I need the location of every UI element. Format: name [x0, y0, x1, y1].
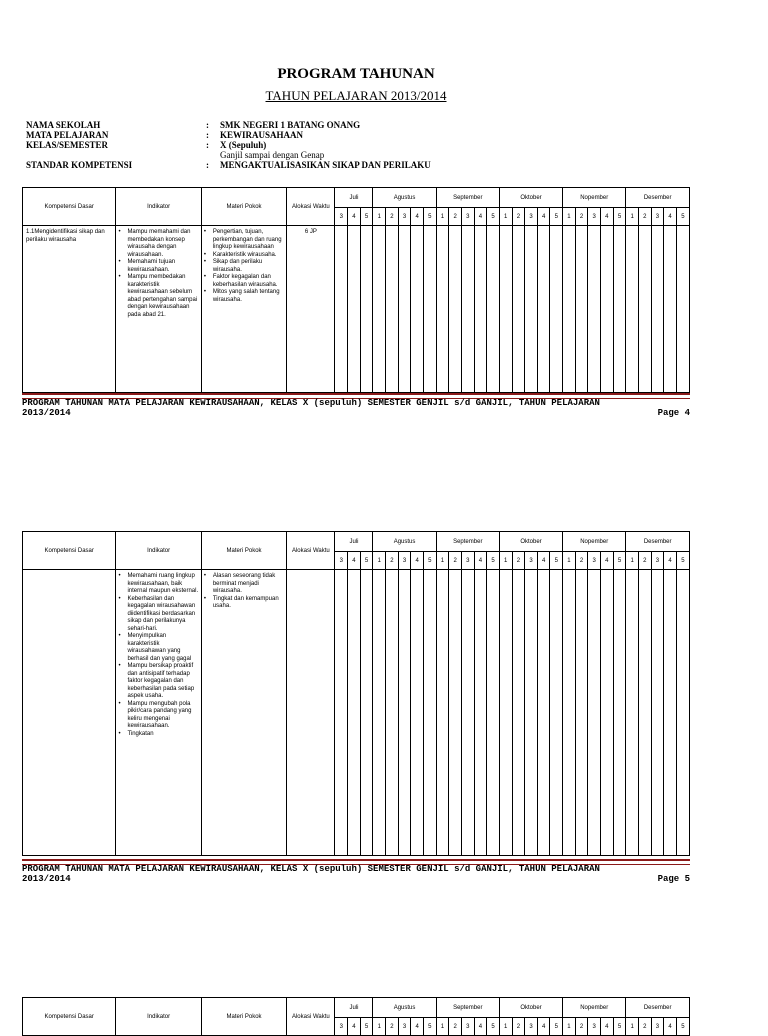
header-week: 4	[601, 208, 614, 226]
header-week: 5	[676, 1018, 689, 1036]
info-value: X (Sepuluh)	[220, 140, 267, 150]
header-week: 1	[563, 1018, 576, 1036]
header-week: 3	[398, 208, 411, 226]
schedule-cell	[512, 226, 525, 393]
header-week: 4	[411, 552, 424, 570]
header-week: 1	[563, 552, 576, 570]
header-week: 1	[626, 208, 639, 226]
bullet-item: • Memahami ruang lingkup kewirausahaan, baik internal maupun eksternal.	[118, 573, 198, 596]
header-week: 5	[613, 208, 626, 226]
header-week: 3	[461, 1018, 474, 1036]
header-month: Juli	[335, 188, 373, 208]
header-week: 5	[487, 552, 500, 570]
header-week: 3	[651, 552, 664, 570]
schedule-cell	[588, 570, 601, 856]
header-month: Nopember	[563, 188, 626, 208]
schedule-cell	[449, 226, 462, 393]
header-week: 3	[335, 208, 348, 226]
header-week: 3	[335, 552, 348, 570]
header-month: Oktober	[499, 188, 562, 208]
footer-page4	[22, 398, 690, 418]
info-value: SMK NEGERI 1 BATANG ONANG	[220, 120, 361, 130]
header-week: 5	[613, 1018, 626, 1036]
header-week: 4	[664, 208, 677, 226]
schedule-cell	[411, 226, 424, 393]
schedule-cell	[575, 226, 588, 393]
header-week: 4	[474, 208, 487, 226]
header-month: Desember	[626, 998, 690, 1018]
schedule-cell	[461, 226, 474, 393]
header-kompetensi-dasar: Kompetensi Dasar	[23, 532, 116, 570]
alokasi-cell: 6 JP	[287, 226, 335, 393]
header-week: 1	[436, 1018, 449, 1036]
doc-subtitle: TAHUN PELAJARAN 2013/2014	[265, 88, 447, 103]
schedule-cell	[550, 226, 563, 393]
bullet-item: • Mitos yang salah tentang wirausaha.	[204, 289, 284, 304]
footer-line2: 2013/2014	[22, 408, 71, 418]
footer-line1: PROGRAM TAHUNAN MATA PELAJARAN KEWIRAUSAHAAN, KELAS X (sepuluh) SEMESTER GENJIL s/d GANJIL, TAHUN PELAJARAN	[22, 864, 600, 874]
header-kompetensi-dasar: Kompetensi Dasar	[23, 998, 116, 1036]
schedule-cell	[449, 570, 462, 856]
header-month: Agustus	[373, 998, 436, 1018]
header-week: 4	[601, 552, 614, 570]
info-sep: :	[206, 140, 209, 150]
header-month: Nopember	[563, 532, 626, 552]
prota-table-page4	[22, 187, 690, 393]
schedule-cell	[499, 570, 512, 856]
header-month: September	[436, 532, 499, 552]
schedule-cell	[360, 570, 373, 856]
schedule-cell	[398, 226, 411, 393]
header-week: 2	[575, 208, 588, 226]
header-week: 2	[449, 552, 462, 570]
schedule-cell	[512, 570, 525, 856]
schedule-cell	[626, 226, 639, 393]
schedule-cell	[550, 570, 563, 856]
header-materi-pokok: Materi Pokok	[201, 532, 286, 570]
schedule-cell	[398, 570, 411, 856]
header-week: 1	[436, 552, 449, 570]
header-week: 4	[474, 552, 487, 570]
schedule-cell	[423, 570, 436, 856]
header-week: 4	[537, 552, 550, 570]
alokasi-cell	[287, 570, 335, 856]
info-key: NAMA SEKOLAH	[26, 120, 101, 130]
schedule-cell	[499, 226, 512, 393]
schedule-cell	[613, 226, 626, 393]
schedule-cell	[487, 570, 500, 856]
schedule-cell	[626, 570, 639, 856]
schedule-cell	[537, 570, 550, 856]
info-sep: :	[206, 120, 209, 130]
header-week: 4	[348, 208, 361, 226]
info-value: Ganjil sampai dengan Genap	[220, 150, 325, 160]
header-week: 1	[373, 552, 386, 570]
schedule-cell	[373, 570, 386, 856]
header-week: 2	[512, 1018, 525, 1036]
header-week: 1	[436, 208, 449, 226]
header-kompetensi-dasar: Kompetensi Dasar	[23, 188, 116, 226]
schedule-cell	[423, 226, 436, 393]
header-month: Desember	[626, 188, 690, 208]
header-alokasi-waktu: Alokasi Waktu	[287, 998, 335, 1036]
schedule-cell	[373, 226, 386, 393]
bullet-item: • Sikap dan perilaku wirausaha.	[204, 259, 284, 274]
header-week: 1	[373, 1018, 386, 1036]
schedule-cell	[638, 570, 651, 856]
footer-line2: 2013/2014	[22, 874, 71, 884]
header-week: 3	[588, 208, 601, 226]
schedule-cell	[525, 570, 538, 856]
materi-cell	[201, 226, 286, 393]
page-number: Page 5	[657, 874, 690, 884]
header-month: Juli	[335, 998, 373, 1018]
header-week: 4	[537, 1018, 550, 1036]
info-sep	[206, 150, 220, 160]
schedule-cell	[601, 570, 614, 856]
header-week: 2	[449, 208, 462, 226]
header-week: 2	[638, 1018, 651, 1036]
header-month: September	[436, 188, 499, 208]
schedule-cell	[651, 570, 664, 856]
header-week: 2	[638, 552, 651, 570]
header-indikator: Indikator	[116, 188, 201, 226]
schedule-cell	[575, 570, 588, 856]
bullet-item: • Tingkat dan kemampuan usaha.	[204, 596, 284, 611]
schedule-cell	[461, 570, 474, 856]
header-week: 3	[335, 1018, 348, 1036]
footer-page5	[22, 864, 690, 884]
header-week: 5	[487, 208, 500, 226]
header-month: Agustus	[373, 532, 436, 552]
indikator-cell	[116, 226, 201, 393]
schedule-cell	[664, 570, 677, 856]
header-week: 3	[461, 208, 474, 226]
info-key: KELAS/SEMESTER	[26, 140, 109, 150]
schedule-cell	[436, 226, 449, 393]
schedule-cell	[588, 226, 601, 393]
header-week: 2	[638, 208, 651, 226]
schedule-cell	[436, 570, 449, 856]
header-week: 1	[626, 552, 639, 570]
schedule-cell	[335, 570, 348, 856]
header-week: 4	[348, 1018, 361, 1036]
header-week: 3	[525, 552, 538, 570]
info-row-school	[26, 120, 506, 130]
schedule-cell	[348, 570, 361, 856]
bullet-item: • Menyimpulkan karakteristik wirausahawan yang berhasil dan yang gagal	[118, 633, 198, 663]
info-value: MENGAKTUALISASIKAN SIKAP DAN PERILAKU	[220, 160, 431, 170]
info-row-class	[26, 140, 506, 150]
schedule-cell	[613, 570, 626, 856]
footer-line1: PROGRAM TAHUNAN MATA PELAJARAN KEWIRAUSAHAAN, KELAS X (sepuluh) SEMESTER GENJIL s/d GANJIL, TAHUN PELAJARAN	[22, 398, 600, 408]
header-week: 5	[550, 1018, 563, 1036]
header-week: 4	[664, 552, 677, 570]
bullet-item: • Keberhasilan dan kegagalan wirausahawan diidentifikasi berdasarkan sikap dan perilakunya sehari-hari.	[118, 596, 198, 634]
bullet-item: • Karakteristik wirausaha.	[204, 252, 284, 260]
school-info	[26, 120, 506, 170]
header-week: 2	[449, 1018, 462, 1036]
header-week: 4	[411, 1018, 424, 1036]
header-week: 2	[575, 1018, 588, 1036]
info-key: STANDAR KOMPETENSI	[26, 160, 133, 170]
header-week: 5	[550, 552, 563, 570]
materi-cell	[201, 570, 286, 856]
info-value: KEWIRAUSAHAAN	[220, 130, 304, 140]
info-row-semester	[26, 150, 506, 160]
header-week: 1	[563, 208, 576, 226]
bullet-item: • Tingkatan	[118, 731, 198, 739]
header-week: 5	[360, 208, 373, 226]
bullet-item: • Mampu bersikap proaktif dan antisipatif terhadap faktor kegagalan dan keberhasilan pada setiap aspek usaha.	[118, 663, 198, 701]
header-alokasi-waktu: Alokasi Waktu	[287, 532, 335, 570]
header-week: 5	[360, 552, 373, 570]
kd-cell	[23, 570, 116, 856]
header-month: Agustus	[373, 188, 436, 208]
header-week: 5	[550, 208, 563, 226]
header-week: 2	[386, 1018, 399, 1036]
header-week: 3	[461, 552, 474, 570]
header-week: 4	[537, 208, 550, 226]
header-week: 5	[360, 1018, 373, 1036]
info-key: MATA PELAJARAN	[26, 130, 109, 140]
bullet-item: • Alasan seseorang tidak berminat menjadi wirausaha.	[204, 573, 284, 596]
header-month: Juli	[335, 532, 373, 552]
header-week: 3	[651, 1018, 664, 1036]
header-week: 2	[512, 208, 525, 226]
bullet-item: • Memahami tujuan kewirausahaan.	[118, 259, 198, 274]
schedule-cell	[563, 226, 576, 393]
bullet-item: • Mampu membedakan karakteristik kewirausahaan sebelum abad pertengahan sampai dengan kewirausahaan pada abad 21.	[118, 274, 198, 319]
header-week: 1	[626, 1018, 639, 1036]
schedule-cell	[411, 570, 424, 856]
header-week: 3	[588, 552, 601, 570]
schedule-cell	[386, 570, 399, 856]
schedule-cell	[360, 226, 373, 393]
schedule-cell	[651, 226, 664, 393]
header-week: 3	[525, 208, 538, 226]
header-week: 2	[512, 552, 525, 570]
schedule-cell	[537, 226, 550, 393]
header-month: Desember	[626, 532, 690, 552]
schedule-cell	[676, 570, 689, 856]
header-materi-pokok: Materi Pokok	[201, 188, 286, 226]
header-week: 5	[487, 1018, 500, 1036]
header-week: 2	[386, 552, 399, 570]
header-week: 3	[651, 208, 664, 226]
kd-cell: 1.1Mengidentifikasi sikap dan perilaku wirausaha	[23, 226, 116, 393]
header-month: Oktober	[499, 532, 562, 552]
header-indikator: Indikator	[116, 532, 201, 570]
doc-title: PROGRAM TAHUNAN	[277, 66, 435, 82]
header-week: 2	[575, 552, 588, 570]
header-week: 3	[588, 1018, 601, 1036]
info-sep: :	[206, 160, 209, 170]
schedule-cell	[563, 570, 576, 856]
header-week: 5	[423, 1018, 436, 1036]
header-week: 5	[676, 208, 689, 226]
header-week: 5	[423, 208, 436, 226]
header-week: 4	[411, 208, 424, 226]
header-week: 1	[499, 1018, 512, 1036]
header-week: 4	[348, 552, 361, 570]
header-week: 1	[499, 552, 512, 570]
header-week: 3	[525, 1018, 538, 1036]
header-week: 1	[373, 208, 386, 226]
schedule-cell	[525, 226, 538, 393]
header-materi-pokok: Materi Pokok	[201, 998, 286, 1036]
header-indikator: Indikator	[116, 998, 201, 1036]
schedule-cell	[474, 226, 487, 393]
schedule-cell	[638, 226, 651, 393]
page-number: Page 4	[657, 408, 690, 418]
schedule-cell	[348, 226, 361, 393]
header-alokasi-waktu: Alokasi Waktu	[287, 188, 335, 226]
header-week: 4	[664, 1018, 677, 1036]
header-week: 3	[398, 1018, 411, 1036]
schedule-cell	[664, 226, 677, 393]
bullet-item: • Faktor kegagalan dan keberhasilan wirausaha.	[204, 274, 284, 289]
info-sep: :	[206, 130, 209, 140]
bullet-item: • Mampu mengubah pola pikir/cara pandang yang keliru mengenai kewirausahaan.	[118, 701, 198, 731]
schedule-cell	[601, 226, 614, 393]
header-week: 4	[601, 1018, 614, 1036]
header-month: Nopember	[563, 998, 626, 1018]
header-week: 5	[423, 552, 436, 570]
header-week: 1	[499, 208, 512, 226]
header-week: 5	[676, 552, 689, 570]
indikator-cell	[116, 570, 201, 856]
prota-table-page5	[22, 531, 690, 856]
bullet-item: • Pengertian, tujuan, perkembangan dan ruang lingkup kewirausahaan	[204, 229, 284, 252]
schedule-cell	[474, 570, 487, 856]
header-month: Oktober	[499, 998, 562, 1018]
header-month: September	[436, 998, 499, 1018]
info-row-subject	[26, 130, 506, 140]
schedule-cell	[335, 226, 348, 393]
info-key	[26, 150, 206, 160]
header-week: 4	[474, 1018, 487, 1036]
schedule-cell	[676, 226, 689, 393]
prota-table-page6	[22, 997, 690, 1036]
schedule-cell	[487, 226, 500, 393]
info-row-standard	[26, 160, 506, 170]
header-week: 5	[613, 552, 626, 570]
header-week: 3	[398, 552, 411, 570]
schedule-cell	[386, 226, 399, 393]
bullet-item: • Mampu memahami dan membedakan konsep wirausaha dengan wirausahaan.	[118, 229, 198, 259]
header-week: 2	[386, 208, 399, 226]
